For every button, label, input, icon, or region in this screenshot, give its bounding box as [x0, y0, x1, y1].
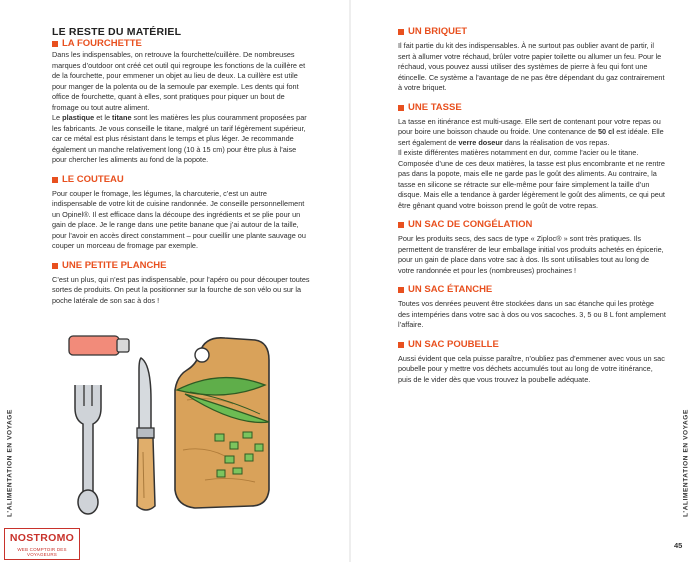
running-head-left — [4, 398, 16, 528]
square-bullet-icon — [398, 29, 404, 35]
square-bullet-icon — [398, 222, 404, 228]
running-head-text: L’ALIMENTATION EN VOYAGE — [6, 409, 14, 517]
book-gutter — [349, 0, 351, 562]
section-title-text: UNE TASSE — [408, 101, 462, 113]
square-bullet-icon — [52, 263, 58, 269]
section-title-couteau — [52, 174, 312, 186]
section-title-congelation — [398, 219, 666, 231]
left-page-text — [52, 26, 312, 306]
page-title: LE RESTE DU MATÉRIEL — [52, 26, 182, 38]
spork-icon — [75, 385, 101, 514]
paragraph-congelation: Pour les produits secs, des sacs de type « Ziploc® » sont très pratiques. Ils permettent de transférer de leur emballage initial vos produits achetés en épicerie, pour un gain de place dans votre sac à dos. Ils sont utilisables tout au long de votre randonnée et pour les (nombreuses) prochaines ! — [398, 234, 664, 275]
right-page-text — [398, 26, 666, 385]
section-title-fourchette — [52, 38, 312, 50]
paragraph-etanche: Toutes vos denrées peuvent être stockées dans un sac étanche qui les protège des intempéries dans votre sac à dos ou vos sacoches. 3, 5 ou 8 L font amplement l’affaire. — [398, 299, 666, 329]
paragraph-tasse-2: Il existe différentes matières notamment en dur, comme l’acier ou le titane. Composée d’une de ces deux matières, la tasse est plus encombrante et ne rentre pas dans la popote, mais elle ne garde pas le goût des aliments. Au contraire, la tasse en silicone se rétracte sur elle-même pour faire simplement la taille d’un disque. Mais elle a tendance à garder légèrement le goût des aliments, ce qui peut être gênant quand votre boisson prend le goût de votre repas. — [398, 148, 665, 210]
section-title-planche — [52, 260, 312, 272]
section-title-text: UN BRIQUET — [408, 26, 468, 37]
logo-tagline: WEB COMPTOIR DES VOYAGEURS — [17, 547, 67, 557]
logo-name: NOSTROMO — [9, 532, 75, 544]
paragraph-fourchette-2 — [52, 113, 312, 166]
square-bullet-icon — [398, 287, 404, 293]
section-title-poubelle — [398, 339, 666, 351]
paragraph-couteau: Pour couper le fromage, les légumes, la charcuterie, c’est un autre indispensable de votre kit de cuisine randonnée. Je conseille personnellement un Opinel®. Il est efficace dans la découpe des ingrédients et se plie pour un gain de place. Je le range dans une petite banane que j’ai autour de la taille, pour l’avoir en accès direct constamment – pour cueillir une plante sauvage ou couper un morceau de fromage par exemple. — [52, 188, 306, 250]
section-title-text: LA FOURCHETTE — [62, 38, 142, 49]
text-run: sont les matières les plus couramment proposées par les fabricants. Je vous conseille le titane, malgré un tarif légèrement supérieur, car ce métal est plus résistant dans le temps et plus léger. Je recommande également un manche relativement long (10 à 15 cm) pour être plus à l’aise pour chercher les aliments au fond de la popote. — [52, 113, 307, 164]
nostromo-logo — [4, 528, 80, 560]
section-title-text: LE COUTEAU — [62, 173, 124, 185]
square-bullet-icon — [52, 41, 58, 47]
knife-icon — [137, 358, 155, 510]
paragraph-briquet: Il fait partie du kit des indispensables. À ne surtout pas oublier avant de partir, il sert à allumer votre réchaud, brûler votre papier toilette ou allumer un feu. Pour le réchaud, vous pouvez aussi utiliser des systèmes de pierre à feu qui font une étincelle. Ce système a l’avantage de ne pas être dépendant du gaz contrairement à votre briquet. — [398, 41, 665, 92]
square-bullet-icon — [398, 105, 404, 111]
bold-text: 50 cl — [598, 127, 615, 136]
text-run: dans la réalisation de vos repas. — [502, 137, 610, 147]
text-run: La tasse en itinérance est multi-usage. Elle sert de contenant pour votre repas ou pour boire une boisson chaude ou froide. Une contenance de — [398, 116, 661, 136]
running-head-right — [680, 398, 692, 528]
text-run: est idéale. Elle sert également de — [398, 127, 664, 147]
square-bullet-icon — [52, 177, 58, 183]
paragraph-poubelle: Aussi évident que cela puisse paraître, n’oubliez pas d’emmener avec vous un sac poubelle pour y mettre vos déchets accumulés tout au long de votre itinérance, puis de le vider dès que vous trouvez la poubelle adéquate. — [398, 353, 665, 384]
section-title-etanche — [398, 284, 666, 296]
paragraph-tasse-1 — [398, 117, 666, 149]
lighter-icon — [69, 336, 129, 355]
section-title-tasse — [398, 102, 666, 114]
square-bullet-icon — [398, 342, 404, 348]
text-run: et le — [94, 113, 113, 122]
paragraph-fourchette-1: Dans les indispensables, on retrouve la fourchette/cuillère. De nombreuses marques d’outdoor ont créé cet outil qui regroupe les fonctions de la cuillère et de la fourchette, pour emmener un objet au lieu de deux. La cuillère est utile pour manger de la polenta ou de la semoule par exemple. Les dents qui font office de fourchette, quant à elles, sont pratiques pour piquer un bout de fromage ou tout autre aliment. — [52, 50, 306, 112]
cutting-board-icon — [175, 338, 269, 508]
section-title-text: UN SAC DE CONGÉLATION — [408, 219, 533, 230]
section-title-text: UN SAC ÉTANCHE — [408, 284, 493, 295]
running-head-text: L’ALIMENTATION EN VOYAGE — [682, 409, 690, 517]
paragraph-planche: C’est un plus, qui n’est pas indispensable, pour l’apéro ou pour découper toutes sortes de produits. On peut la positionner sur la fourche de son vélo ou sur la poche latérale de son sac à dos ! — [52, 274, 310, 305]
text-run: Le — [52, 113, 63, 122]
bold-text: plastique — [62, 113, 95, 122]
section-title-text: UN SAC POUBELLE — [408, 338, 499, 350]
section-title-briquet — [398, 26, 666, 38]
section-title-text: UNE PETITE PLANCHE — [62, 259, 167, 271]
bold-text: verre doseur — [458, 137, 503, 147]
page-number: 45 — [674, 541, 683, 550]
cooking-tools-illustration — [55, 330, 305, 520]
bold-text: titane — [112, 113, 132, 122]
